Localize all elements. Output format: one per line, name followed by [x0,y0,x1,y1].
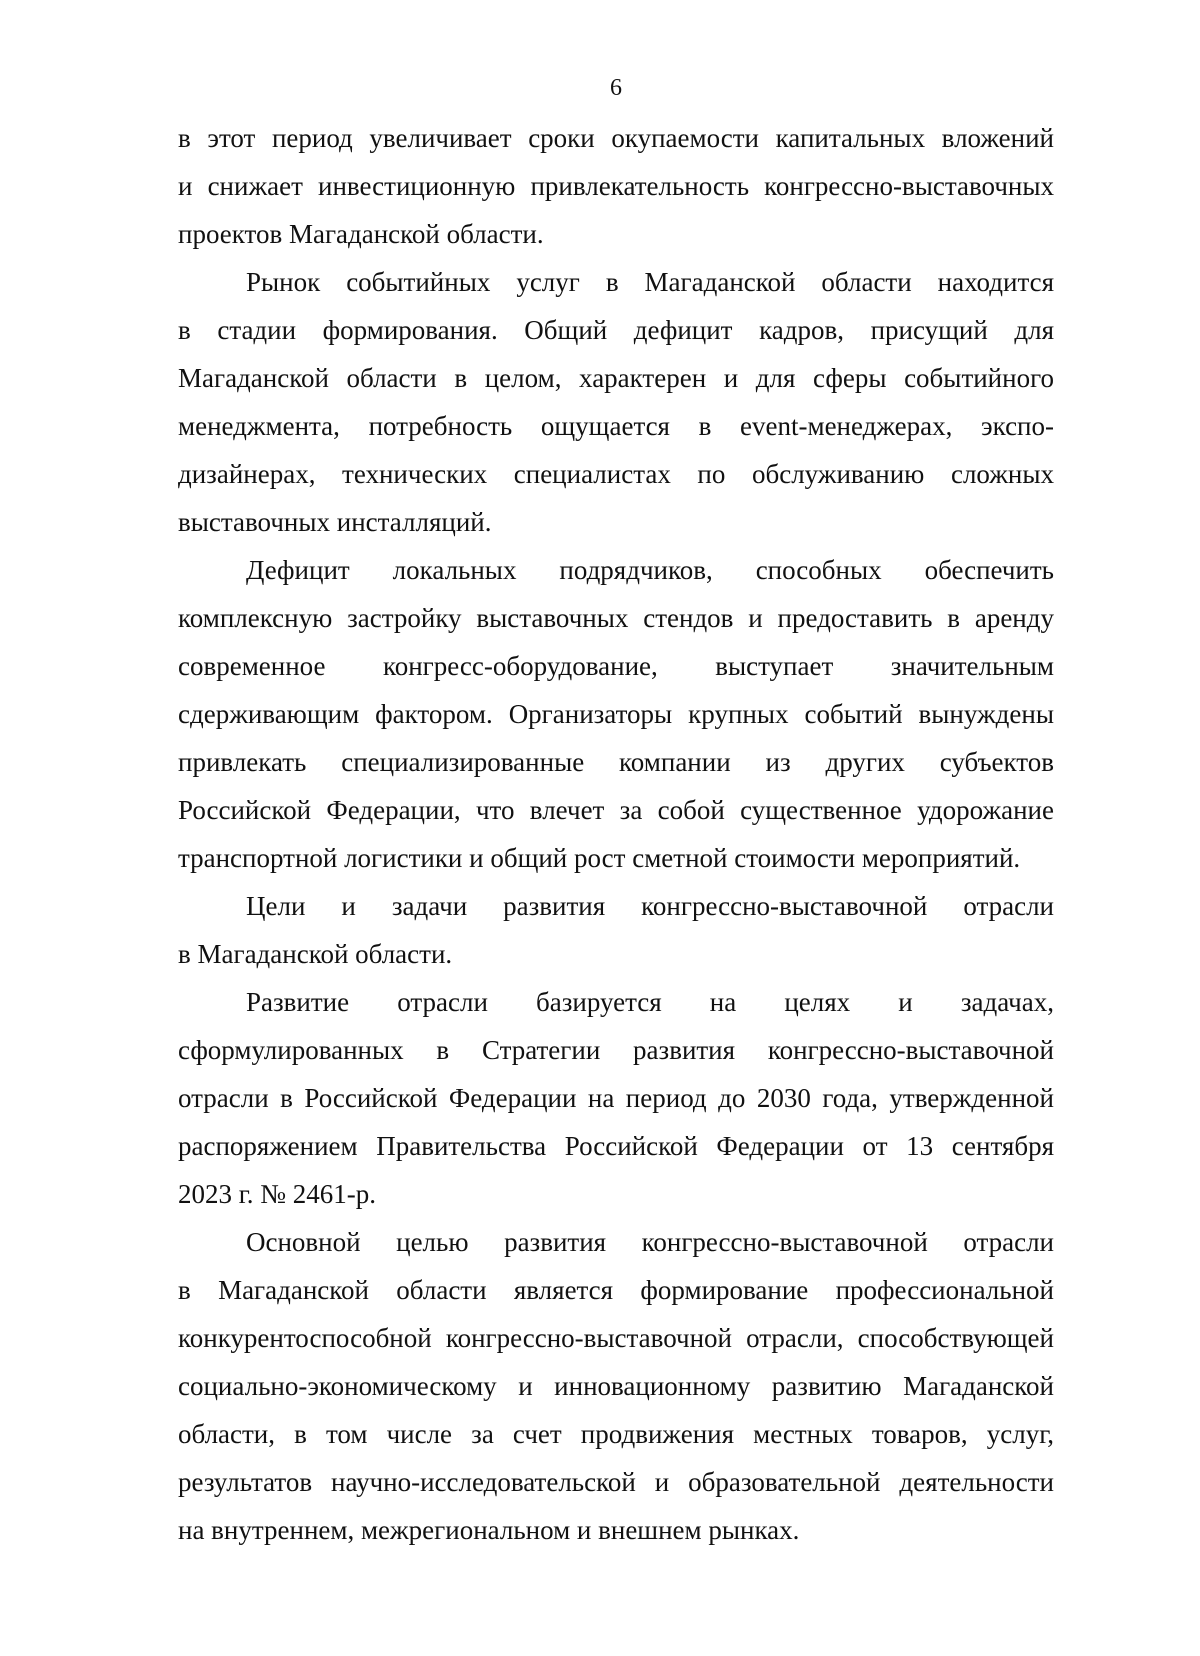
text-line: сформулированных в Стратегии развития конгрессно-выставочной [178,1035,1054,1065]
text-line: дизайнерах, технических специалистах по обслуживанию сложных [178,459,1054,489]
text-line: современное конгресс-оборудование, выступает значительным [178,651,1054,681]
body-text [178,114,1054,1554]
text-line: сдерживающим фактором. Организаторы крупных событий вынуждены [178,699,1054,729]
text-line: отрасли в Российской Федерации на период до 2030 года, утвержденной [178,1083,1054,1113]
text-line: менеджмента, потребность ощущается в event-менеджерах, экспо- [178,411,1054,441]
text-line: результатов научно-исследовательской и образовательной деятельности [178,1467,1054,1497]
text-line: на внутреннем, межрегиональном и внешнем рынках. [178,1515,800,1545]
text-line: распоряжением Правительства Российской Федерации от 13 сентября [178,1131,1054,1161]
text-line: в стадии формирования. Общий дефицит кадров, присущий для [178,315,1054,345]
text-line: 2023 г. № 2461-р. [178,1179,377,1209]
text-line: Цели и задачи развития конгрессно-выставочной отрасли [246,891,1054,921]
text-line: в этот период увеличивает сроки окупаемости капитальных вложений [178,123,1054,153]
text-line: Основной целью развития конгрессно-выставочной отрасли [246,1227,1054,1257]
text-line: Развитие отрасли базируется на целях и задачах, [246,987,1054,1017]
text-line: в Магаданской области является формирование профессиональной [178,1275,1054,1305]
text-line: социально-экономическому и инновационному развитию Магаданской [178,1371,1054,1401]
text-line: проектов Магаданской области. [178,219,544,249]
text-line: Дефицит локальных подрядчиков, способных обеспечить [246,555,1054,585]
paragraph-event-market [178,258,1054,546]
text-line: и снижает инвестиционную привлекательность конгрессно-выставочных [178,171,1054,201]
paragraph-goals-heading [178,882,1054,978]
text-line: конкурентоспособной конгрессно-выставочной отрасли, способствующей [178,1323,1054,1353]
text-line: Магаданской области в целом, характерен и для сферы событийного [178,363,1054,393]
text-line: области, в том числе за счет продвижения местных товаров, услуг, [178,1419,1054,1449]
paragraph-contractors [178,546,1054,882]
text-line: выставочных инсталляций. [178,507,492,537]
text-line: привлекать специализированные компании из других субъектов [178,747,1054,777]
text-line: транспортной логистики и общий рост сметной стоимости мероприятий. [178,843,1021,873]
text-line: Российской Федерации, что влечет за собой существенное удорожание [178,795,1054,825]
paragraph-investment [178,114,1054,258]
text-line: Рынок событийных услуг в Магаданской области находится [246,267,1054,297]
page-number: 6 [610,75,622,101]
paragraph-strategy [178,978,1054,1218]
text-line: в Магаданской области. [178,939,453,969]
text-line: комплексную застройку выставочных стендов и предоставить в аренду [178,603,1054,633]
paragraph-main-goal [178,1218,1054,1554]
